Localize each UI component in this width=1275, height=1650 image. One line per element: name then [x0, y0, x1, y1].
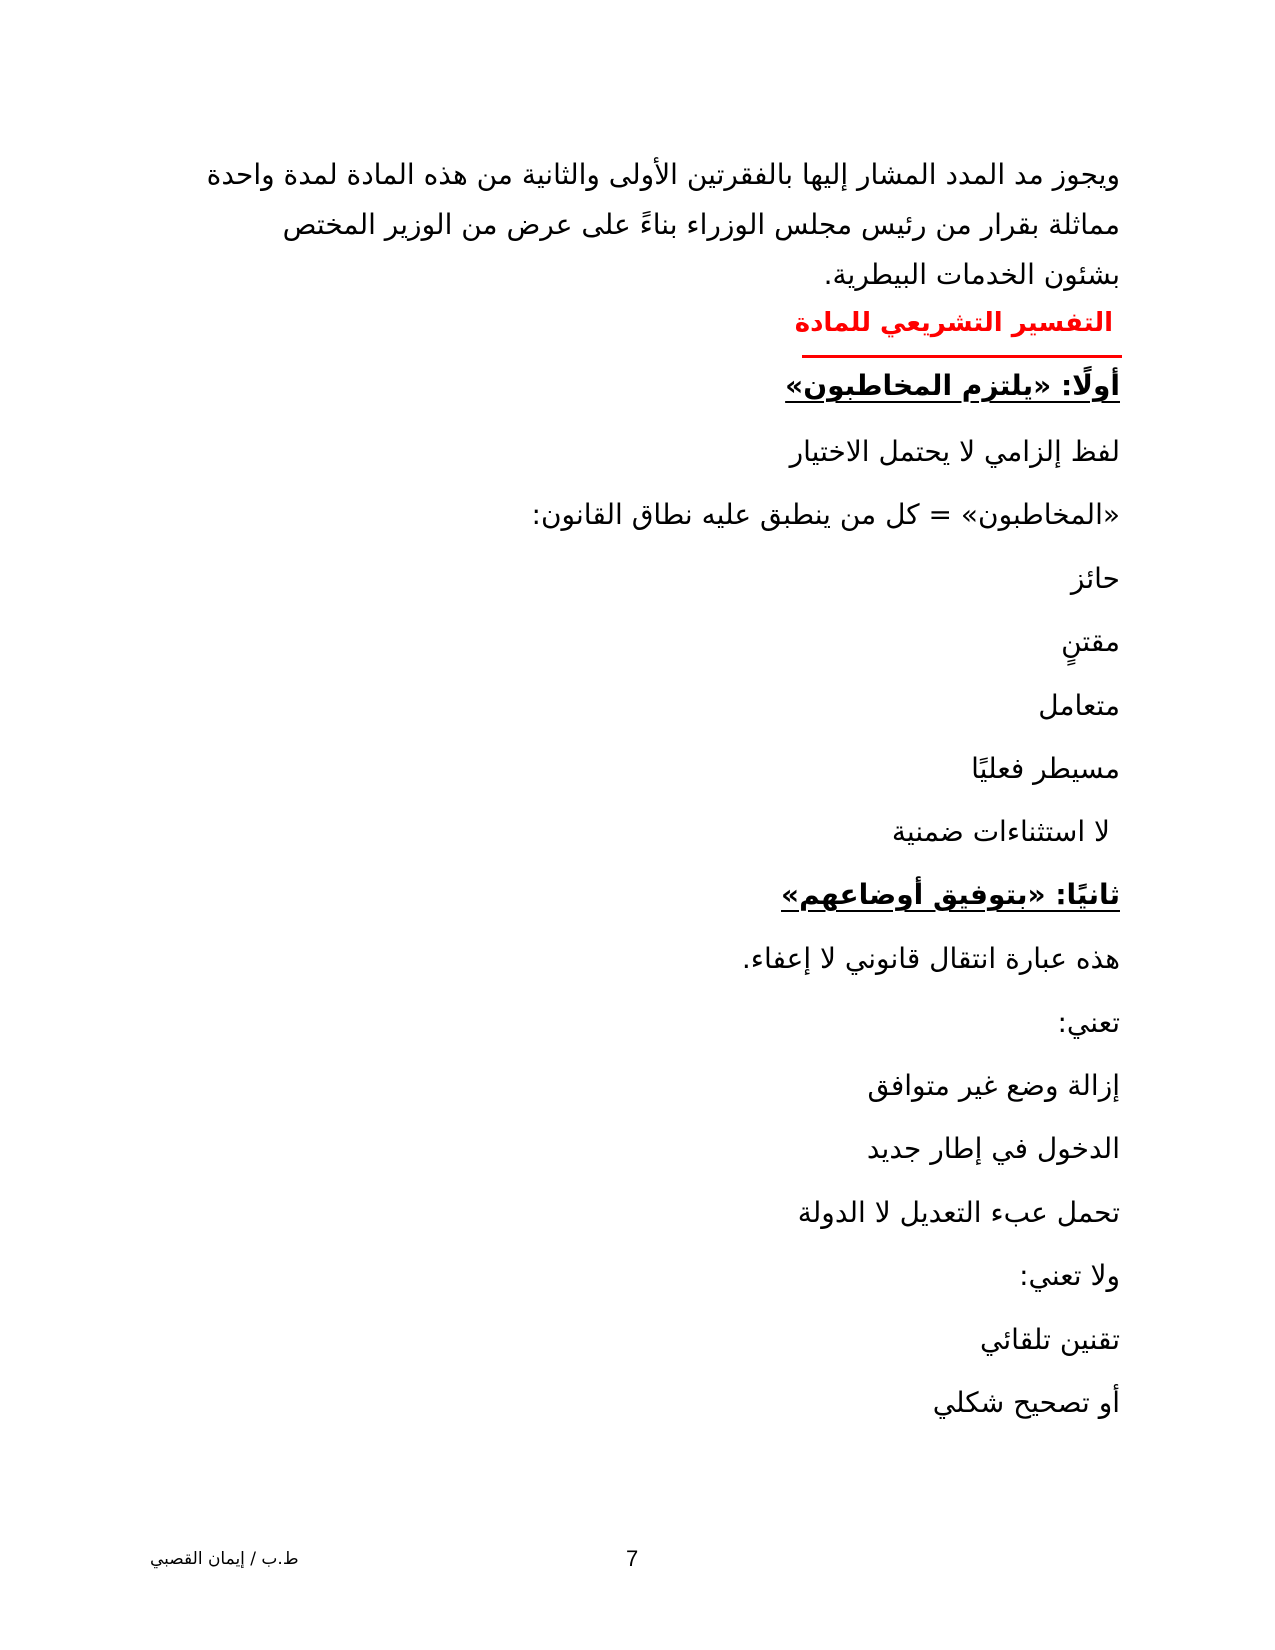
intro-line-2: مماثلة بقرار من رئيس مجلس الوزراء بناءً على عرض من الوزير المختص	[282, 208, 1120, 241]
section-title: التفسير التشريعي للمادة	[794, 308, 1113, 338]
list-item: مقتنٍ	[1061, 625, 1120, 658]
page-number: 7	[626, 1546, 639, 1571]
list-item: مسيطر فعليًا	[971, 752, 1120, 785]
list-item: تقنين تلقائي	[980, 1323, 1120, 1356]
not-means-label: ولا تعني:	[1019, 1259, 1120, 1292]
list-item: الدخول في إطار جديد	[866, 1132, 1120, 1165]
heading-first: أولًا: «يلتزم المخاطبون»	[785, 369, 1120, 402]
list-item: حائز	[1070, 562, 1120, 595]
intro-paragraph	[200, 150, 1120, 300]
first-definition: «المخاطبون» = كل من ينطبق عليه نطاق القانون:	[531, 498, 1120, 531]
first-note: لا استثناءات ضمنية	[891, 815, 1110, 848]
first-text: لفظ إلزامي لا يحتمل الاختيار	[789, 435, 1120, 468]
heading-second: ثانيًا: «بتوفيق أوضاعهم»	[781, 878, 1120, 911]
means-label: تعني:	[1057, 1006, 1120, 1039]
intro-line-3: بشئون الخدمات البيطرية.	[823, 258, 1120, 291]
list-item: إزالة وضع غير متوافق	[867, 1069, 1120, 1102]
footer-author: ط.ب / إيمان القصبي	[150, 1549, 299, 1569]
intro-line-1: ويجوز مد المدد المشار إليها بالفقرتين الأولى والثانية من هذه المادة لمدة واحدة	[206, 158, 1120, 191]
list-item: تحمل عبء التعديل لا الدولة	[797, 1196, 1120, 1229]
list-item: متعامل	[1038, 689, 1120, 722]
list-item: أو تصحيح شكلي	[932, 1386, 1120, 1419]
section-title-underline	[802, 355, 1122, 358]
second-text: هذه عبارة انتقال قانوني لا إعفاء.	[741, 942, 1120, 975]
